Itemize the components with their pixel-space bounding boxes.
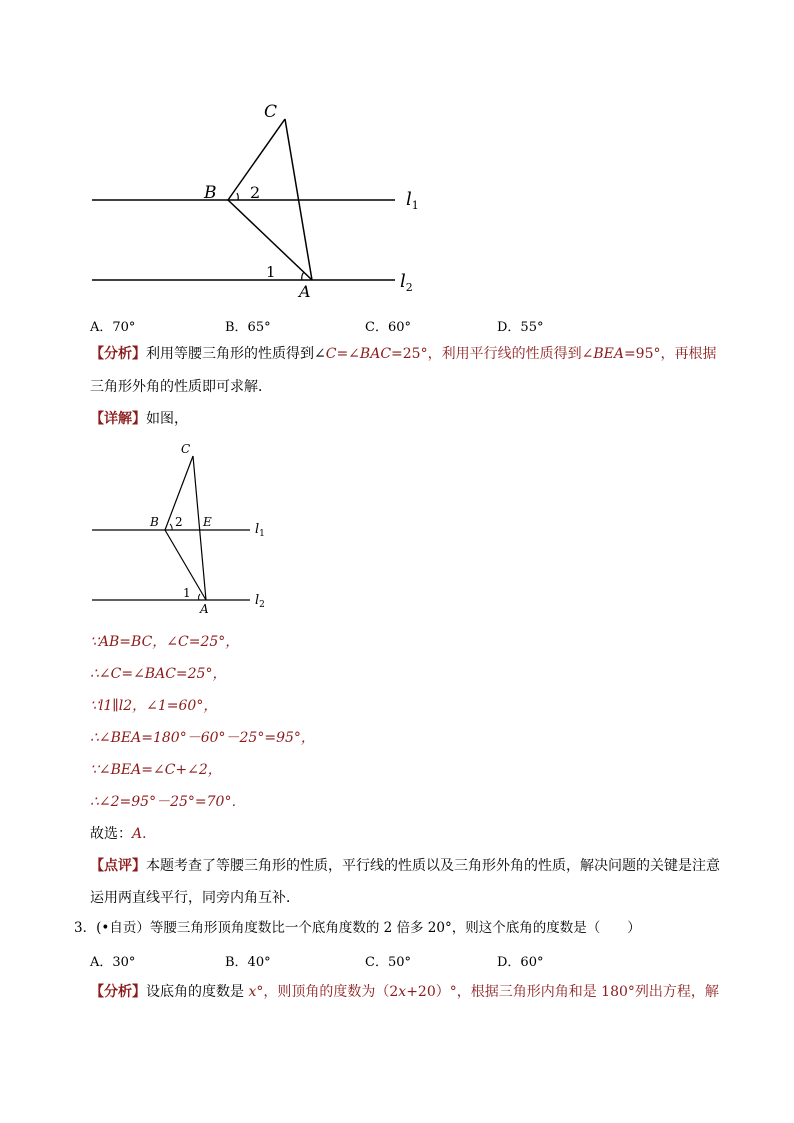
analysis-1-line-1: 【分析】利用等腰三角形的性质得到∠C=∠BAC=25°，利用平行线的性质得到∠BEA=95°，再根据 [90,346,717,362]
analysis-tag: 【分析】 [90,346,146,362]
label-l1: $l_1$ [406,189,419,212]
analysis-1-line-2: 三角形外角的性质即可求解． [90,379,272,395]
label-b: B [204,183,217,203]
comment-line-2: 运用两直线平行，同旁内角互补． [90,890,300,906]
label-e: E [203,515,212,529]
label-angle-2: 2 [250,183,261,202]
label-l2: $l_2$ [255,593,265,610]
comment-line-1: 【点评】本题考查了等腰三角形的性质，平行线的性质以及三角形外角的性质，解决问题的关键是注意 [90,858,720,874]
label-c: C [181,442,191,456]
q3-option-c: C．50° [365,955,411,970]
q3-option-a: A．30° [90,955,136,970]
proof-line-5: ∵∠BEA=∠C+∠2， [90,762,222,778]
label-b: B [150,515,159,529]
proof-line-2: ∴∠C=∠BAC=25°， [90,666,227,682]
label-l1: $l_1$ [255,522,265,539]
q2-option-a: A．70° [90,320,136,335]
question-3-stem: 3．(•自贡）等腰三角形顶角度数比一个底角度数的 2 倍多 20°，则这个底角的度数是（ ） [74,920,641,936]
proof-line-4: ∴∠BEA=180°－60°－25°=95°， [90,730,315,746]
label-a: A [299,282,311,301]
label-angle-2: 2 [175,515,183,529]
label-a: A [200,602,209,616]
q2-option-c: C．60° [365,320,411,335]
label-c: C [264,102,278,122]
detail-heading: 【详解】如图， [90,411,188,427]
angle-1-arc [199,594,200,600]
analysis-2-line-1: 【分析】设底角的度数是 x°，则顶角的度数为（2x+20）°，根据三角形内角和是 180°列出方程，解 [90,984,719,1000]
angle-2-arc [170,524,172,530]
answer-line: 故选：A． [90,826,157,842]
proof-line-6: ∴∠2=95°－25°=70°． [90,794,246,810]
q2-option-b: B．65° [225,320,271,335]
angle-2-arc [237,193,238,200]
figure-1 [80,95,440,305]
label-angle-1: 1 [266,263,276,281]
angle-1-arc [302,272,304,280]
figure-2 [85,438,285,618]
q3-option-d: D．60° [497,955,544,970]
proof-line-1: ∵AB=BC，∠C=25°， [90,634,240,650]
label-l2: $l_2$ [400,271,413,294]
q2-option-d: D．55° [497,320,544,335]
proof-line-3: ∵l1∥l2，∠1=60°， [90,698,218,714]
label-angle-1: 1 [183,586,191,600]
q3-option-b: B．40° [225,955,271,970]
